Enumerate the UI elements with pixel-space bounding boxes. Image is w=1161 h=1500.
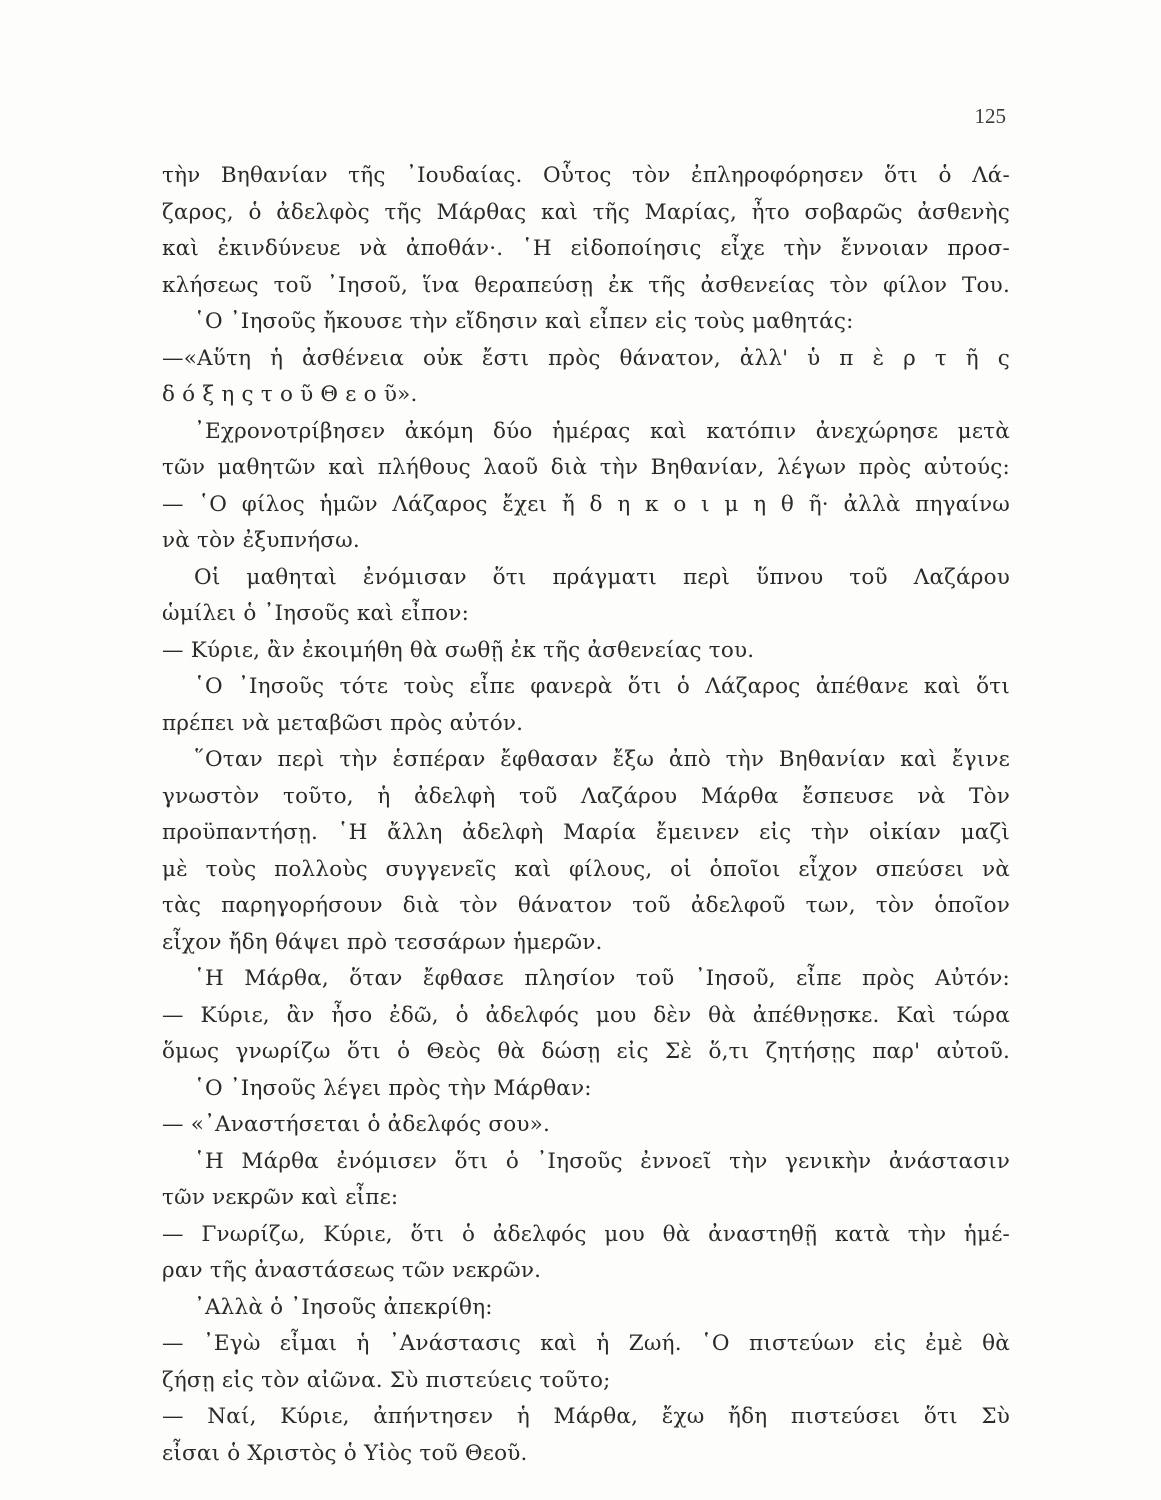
text-line: εἶσαι ὁ Χριστὸς ὁ Υἱὸς τοῦ Θεοῦ. (162, 1440, 528, 1466)
text-line: ζήσῃ εἰς τὸν αἰῶνα. Σὺ πιστεύεις τοῦτο; (162, 1367, 611, 1393)
text-line: δ ό ξ η ς τ ο ῦ Θ ε ο ῦ». (162, 382, 418, 407)
text-line: ῾Η Μάρθα ἐνόμισεν ὅτι ὁ ᾿Ιησοῦς ἐννοεῖ τὴν γενικὴν ἀνάστασιν (194, 1148, 1010, 1174)
text-line: — Ναί, Κύριε, ἀπήντησεν ἡ Μάρθα, ἔχω ἤδη πιστεύσει ὅτι Σὺ (162, 1404, 1010, 1429)
text-line: — ῾Ο φίλος ἡμῶν Λάζαρος ἔχει ἤ δ η κ ο ι μ η θ ῆ· ἀλλὰ πηγαίνω (162, 491, 1010, 517)
text-line: προϋπαντήσῃ. ῾Η ἄλλη ἀδελφὴ Μαρία ἔμεινεν εἰς τὴν οἰκίαν μαζὶ (162, 820, 1010, 845)
text-line: τῶν νεκρῶν καὶ εἶπε: (162, 1185, 399, 1210)
text-line: — «᾿Αναστήσεται ὁ ἀδελφός σου». (162, 1112, 551, 1137)
text-line: ῾Η Μάρθα, ὅταν ἔφθασε πλησίον τοῦ ᾿Ιησοῦ, εἶπε πρὸς Αὐτόν: (194, 966, 1010, 991)
text-line: ὡμίλει ὁ ᾿Ιησοῦς καὶ εἶπον: (162, 601, 470, 626)
text-line: ραν τῆς ἀναστάσεως τῶν νεκρῶν. (162, 1258, 542, 1283)
text-line: ῞Οταν περὶ τὴν ἑσπέραν ἔφθασαν ἔξω ἀπὸ τὴν Βηθανίαν καὶ ἔγινε (194, 747, 1010, 772)
text-line: ᾿Εχρονοτρίβησεν ἀκόμη δύο ἡμέρας καὶ κατόπιν ἀνεχώρησε μετὰ (194, 418, 1010, 444)
text-line: — ᾿Εγὼ εἶμαι ἡ ᾿Ανάστασις καὶ ἡ Ζωή. ῾Ο πιστεύων εἰς ἐμὲ θὰ (162, 1331, 1010, 1356)
text-line: κλήσεως τοῦ ᾿Ιησοῦ, ἵνα θεραπεύσῃ ἐκ τῆς ἀσθενείας τὸν φίλον Του. (162, 272, 1010, 298)
text-line: πρέπει νὰ μεταβῶσι πρὸς αὐτόν. (162, 710, 524, 736)
text-line: εἶχον ἤδη θάψει πρὸ τεσσάρων ἡμερῶν. (162, 929, 603, 955)
text-line: — Γνωρίζω, Κύριε, ὅτι ὁ ἀδελφός μου θὰ ἀναστηθῇ κατὰ τὴν ἡμέ- (162, 1221, 1010, 1247)
text-line: ὅμως γνωρίζω ὅτι ὁ Θεὸς θὰ δώσῃ εἰς Σὲ ὅ,τι ζητήσῃς παρ' αὐτοῦ. (162, 1039, 1010, 1064)
text-line: γνωστὸν τοῦτο, ἡ ἀδελφὴ τοῦ Λαζάρου Μάρθα ἔσπευσε νὰ Τὸν (162, 783, 1010, 809)
text-line: ζαρος, ὁ ἀδελφὸς τῆς Μάρθας καὶ τῆς Μαρίας, ἦτο σοβαρῶς ἀσθενὴς (162, 199, 1010, 225)
text-line: τῶν μαθητῶν καὶ πλήθους λαοῦ διὰ τὴν Βηθανίαν, λέγων πρὸς αὐτούς: (162, 455, 1010, 480)
text-line: — Κύριε, ἂν ἐκοιμήθη θὰ σωθῇ ἐκ τῆς ἀσθενείας του. (162, 637, 755, 663)
text-line: ῾Ο ᾿Ιησοῦς τότε τοὺς εἶπε φανερὰ ὅτι ὁ Λάζαρος ἀπέθανε καὶ ὅτι (194, 674, 1010, 699)
text-line: μὲ τοὺς πολλοὺς συγγενεῖς καὶ φίλους, οἱ ὁποῖοι εἶχον σπεύσει νὰ (162, 856, 1010, 882)
text-line: — Κύριε, ἂν ἦσο ἐδῶ, ὁ ἀδελφός μου δὲν θὰ ἀπέθνῃσκε. Καὶ τώρα (162, 1002, 1010, 1028)
text-line: ᾿Αλλὰ ὁ ᾿Ιησοῦς ἀπεκρίθη: (194, 1294, 493, 1320)
page-number: 125 (974, 104, 1006, 128)
text-line: νὰ τὸν ἐξυπνήσω. (162, 528, 360, 553)
text-line: τὰς παρηγορήσουν διὰ τὸν θάνατον τοῦ ἀδελφοῦ των, τὸν ὁποῖον (162, 893, 1010, 918)
text-line: Οἱ μαθηταὶ ἐνόμισαν ὅτι πράγματι περὶ ὕπνου τοῦ Λαζάρου (194, 564, 1010, 590)
text-line: ῾Ο ᾿Ιησοῦς ἤκουσε τὴν εἴδησιν καὶ εἶπεν εἰς τοὺς μαθητάς: (194, 309, 854, 334)
text-line: —«Αὕτη ἡ ἀσθένεια οὐκ ἔστι πρὸς θάνατον, ἀλλ' ὑ π ὲ ρ τ ῆ ς (162, 345, 1010, 371)
body-text (162, 158, 1010, 1472)
text-line: καὶ ἐκινδύνευε νὰ ἀποθάν·. ῾Η εἰδοποίησις εἶχε τὴν ἔννοιαν προσ- (162, 236, 1010, 261)
text-line: ῾Ο ᾿Ιησοῦς λέγει πρὸς τὴν Μάρθαν: (194, 1075, 592, 1101)
text-line: τὴν Βηθανίαν τῆς ᾿Ιουδαίας. Οὗτος τὸν ἐπληροφόρησεν ὅτι ὁ Λά- (162, 163, 1010, 188)
